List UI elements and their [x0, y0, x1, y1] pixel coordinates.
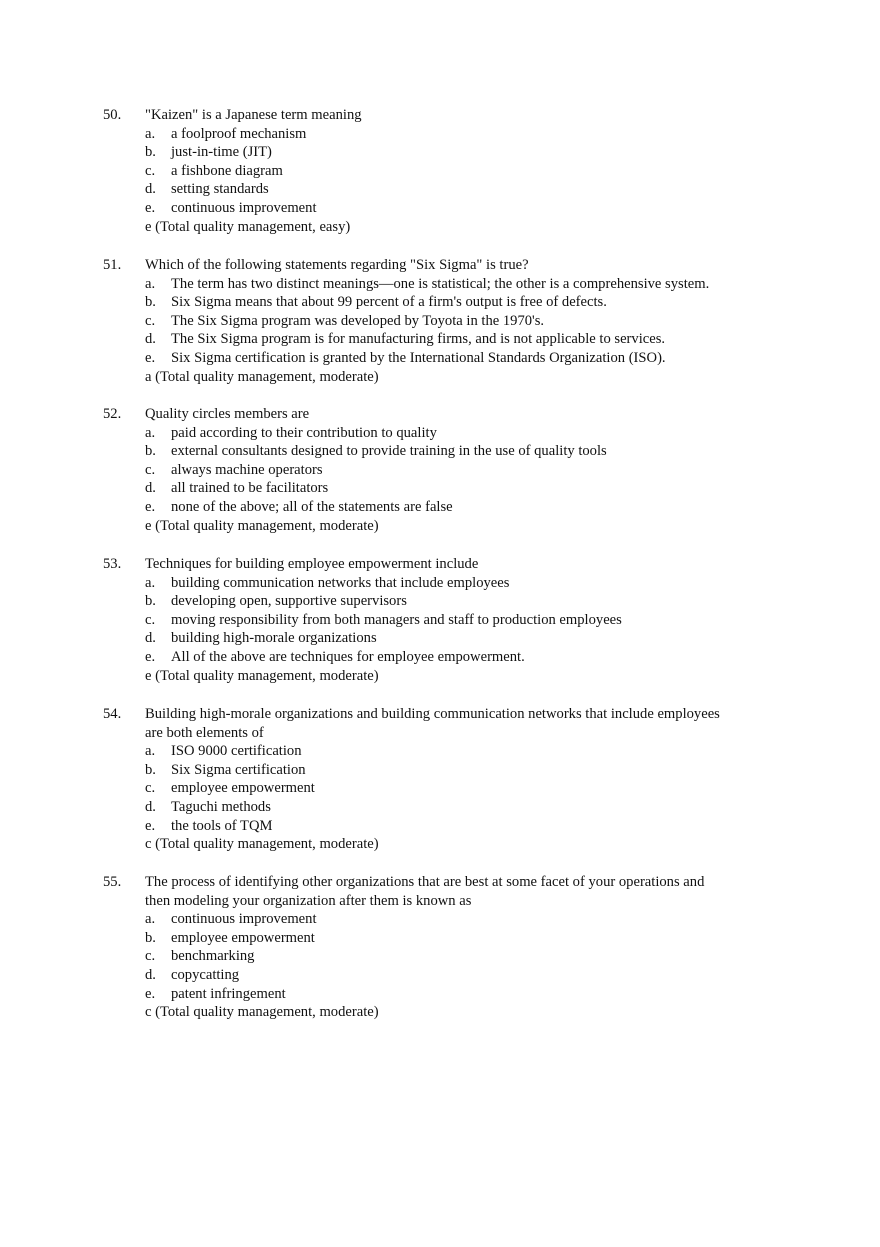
- option-a: [0, 742, 880, 761]
- option-text: moving responsibility from both managers and staff to production employees: [171, 611, 622, 628]
- answer-line: [0, 1003, 880, 1022]
- option-text: employee empowerment: [171, 929, 315, 946]
- answer-line: [0, 368, 880, 387]
- answer-key: e (Total quality management, easy): [145, 218, 351, 235]
- option-c: [0, 312, 880, 331]
- option-text: Six Sigma certification is granted by the International Standards Organization (ISO).: [171, 349, 666, 366]
- option-letter: a.: [145, 911, 156, 928]
- answer-key: c (Total quality management, moderate): [145, 836, 379, 853]
- option-letter: e.: [145, 199, 156, 216]
- option-text: building high-morale organizations: [171, 630, 377, 647]
- option-d: [0, 479, 880, 498]
- option-text: developing open, supportive supervisors: [171, 593, 407, 610]
- option-e: [0, 199, 880, 218]
- option-e: [0, 985, 880, 1004]
- option-letter: a.: [145, 424, 156, 441]
- question-stem-line: [0, 106, 880, 125]
- answer-line: [0, 667, 880, 686]
- option-letter: c.: [145, 780, 156, 797]
- option-text: Taguchi methods: [171, 798, 271, 815]
- option-a: [0, 574, 880, 593]
- option-letter: c.: [145, 312, 156, 329]
- option-letter: d.: [145, 480, 156, 497]
- option-letter: a.: [145, 125, 156, 142]
- option-e: [0, 817, 880, 836]
- option-text: The Six Sigma program is for manufacturing firms, and is not applicable to services.: [171, 331, 666, 348]
- question-55: [0, 873, 880, 1022]
- option-text: external consultants designed to provide training in the use of quality tools: [171, 443, 607, 460]
- option-letter: b.: [145, 929, 156, 946]
- answer-line: [0, 517, 880, 536]
- question-number: 50.: [103, 107, 122, 123]
- option-text: just-in-time (JIT): [171, 144, 272, 161]
- option-letter: c.: [145, 162, 156, 179]
- option-d: [0, 330, 880, 349]
- option-text: Six Sigma certification: [171, 761, 306, 778]
- option-letter: c.: [145, 611, 156, 628]
- option-text: The Six Sigma program was developed by Toyota in the 1970's.: [171, 312, 545, 329]
- answer-key: a (Total quality management, moderate): [145, 368, 379, 385]
- question-stem: Building high-morale organizations and building communication networks that include employees: [145, 706, 720, 722]
- question-50: [0, 106, 880, 236]
- question-stem-line: [0, 555, 880, 574]
- option-letter: b.: [145, 593, 156, 610]
- option-text: All of the above are techniques for employee empowerment.: [171, 648, 525, 665]
- option-text: always machine operators: [171, 461, 323, 478]
- option-text: ISO 9000 certification: [171, 743, 302, 760]
- option-letter: d.: [145, 630, 156, 647]
- option-b: [0, 293, 880, 312]
- option-text: building communication networks that include employees: [171, 574, 510, 591]
- question-number: 53.: [103, 556, 122, 572]
- option-letter: e.: [145, 498, 156, 515]
- option-b: [0, 761, 880, 780]
- option-d: [0, 966, 880, 985]
- option-letter: a.: [145, 743, 156, 760]
- option-c: [0, 461, 880, 480]
- question-stem: Quality circles members are: [145, 406, 310, 422]
- option-letter: a.: [145, 574, 156, 591]
- option-b: [0, 143, 880, 162]
- option-text: setting standards: [171, 181, 269, 198]
- option-e: [0, 648, 880, 667]
- question-stem-line: [0, 256, 880, 275]
- question-51: [0, 256, 880, 386]
- question-stem-line: [0, 892, 880, 911]
- option-letter: c.: [145, 948, 156, 965]
- question-52: [0, 405, 880, 535]
- option-letter: d.: [145, 966, 156, 983]
- question-number: 52.: [103, 406, 122, 422]
- option-text: The term has two distinct meanings—one is statistical; the other is a comprehensive system.: [171, 275, 710, 292]
- option-a: [0, 125, 880, 144]
- answer-key: e (Total quality management, moderate): [145, 517, 379, 534]
- option-text: none of the above; all of the statements are false: [171, 498, 453, 515]
- option-letter: b.: [145, 761, 156, 778]
- question-number: 54.: [103, 706, 122, 722]
- question-number: 51.: [103, 257, 122, 273]
- option-letter: e.: [145, 648, 156, 665]
- option-a: [0, 275, 880, 294]
- option-letter: b.: [145, 443, 156, 460]
- question-stem-line: [0, 705, 880, 724]
- option-text: copycatting: [171, 966, 240, 983]
- option-e: [0, 498, 880, 517]
- option-text: continuous improvement: [171, 199, 317, 216]
- option-c: [0, 947, 880, 966]
- option-letter: e.: [145, 817, 156, 834]
- option-text: all trained to be facilitators: [171, 480, 329, 497]
- question-stem: The process of identifying other organizations that are best at some facet of your operations and: [145, 874, 705, 890]
- option-letter: a.: [145, 275, 156, 292]
- option-c: [0, 779, 880, 798]
- answer-line: [0, 218, 880, 237]
- option-letter: d.: [145, 331, 156, 348]
- question-stem-continued: then modeling your organization after them is known as: [145, 892, 472, 909]
- option-letter: d.: [145, 181, 156, 198]
- question-number: 55.: [103, 874, 122, 890]
- option-text: Six Sigma means that about 99 percent of a firm's output is free of defects.: [171, 294, 607, 311]
- option-letter: e.: [145, 349, 156, 366]
- question-stem: Techniques for building employee empowerment include: [145, 556, 479, 572]
- option-text: continuous improvement: [171, 911, 317, 928]
- option-a: [0, 424, 880, 443]
- option-text: patent infringement: [171, 985, 286, 1002]
- option-c: [0, 611, 880, 630]
- question-stem-line: [0, 873, 880, 892]
- option-text: employee empowerment: [171, 780, 315, 797]
- question-stem-line: [0, 724, 880, 743]
- option-d: [0, 629, 880, 648]
- answer-key: e (Total quality management, moderate): [145, 667, 379, 684]
- question-stem-line: [0, 405, 880, 424]
- question-stem: Which of the following statements regarding "Six Sigma" is true?: [145, 257, 529, 273]
- option-letter: e.: [145, 985, 156, 1002]
- option-letter: b.: [145, 144, 156, 161]
- answer-key: c (Total quality management, moderate): [145, 1004, 379, 1021]
- option-e: [0, 349, 880, 368]
- option-b: [0, 929, 880, 948]
- option-a: [0, 910, 880, 929]
- question-54: [0, 705, 880, 854]
- option-letter: c.: [145, 461, 156, 478]
- option-text: a fishbone diagram: [171, 162, 283, 179]
- option-b: [0, 592, 880, 611]
- option-text: a foolproof mechanism: [171, 125, 307, 142]
- option-d: [0, 798, 880, 817]
- option-b: [0, 442, 880, 461]
- answer-line: [0, 835, 880, 854]
- option-text: benchmarking: [171, 948, 255, 965]
- option-text: the tools of TQM: [171, 817, 273, 834]
- option-d: [0, 180, 880, 199]
- question-53: [0, 555, 880, 685]
- option-c: [0, 162, 880, 181]
- question-stem-continued: are both elements of: [145, 724, 264, 741]
- option-text: paid according to their contribution to quality: [171, 424, 437, 441]
- question-stem: "Kaizen" is a Japanese term meaning: [145, 107, 362, 123]
- option-letter: d.: [145, 798, 156, 815]
- option-letter: b.: [145, 294, 156, 311]
